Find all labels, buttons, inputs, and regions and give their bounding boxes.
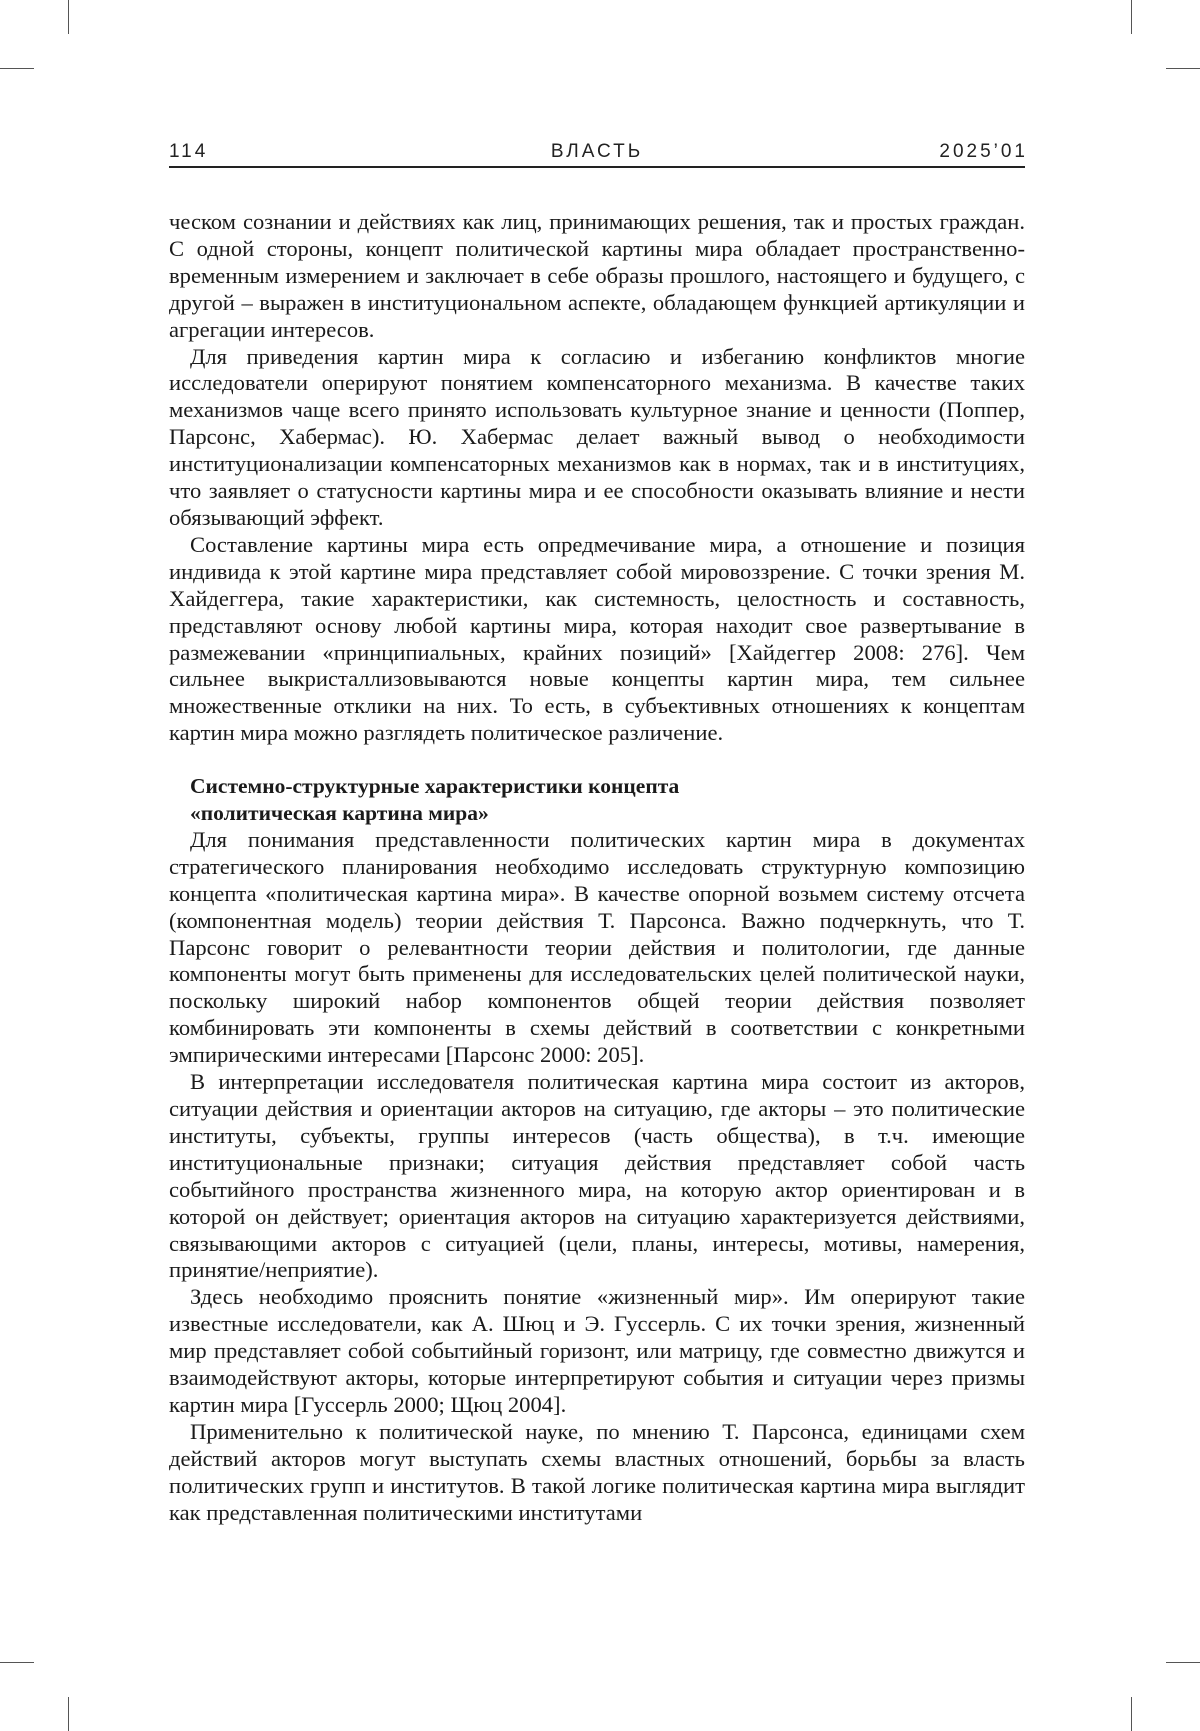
paragraph: Здесь необходимо прояснить понятие «жизненный мир». Им оперируют такие известные исследователи, как А. Шюц и Э. Гуссерль. С их точки зрения, жизненный мир представляет собой событийный горизонт, или матрицу, где совместно движутся и взаимодействуют акторы, которые интерпретируют события и ситуации через призмы картин мира [Гуссерль 2000; Щюц 2004].: [169, 1284, 1025, 1417]
section-heading-line: «политическая картина мира»: [190, 801, 489, 826]
journal-title: ВЛАСТЬ: [550, 141, 644, 162]
crop-mark: [0, 68, 34, 69]
running-header: [169, 140, 1028, 168]
paragraph: ческом сознании и действиях как лиц, принимающих решения, так и простых граждан. С одной стороны, концепт политической картины мира обладает пространственно-временным измерением и заключает в себе образы прошлого, настоящего и будущего, с другой – выражен в институциональном аспекте, обладающем функцией артикуляции и агрегации интересов.: [169, 209, 1025, 342]
paragraph: Применительно к политической науке, по мнению Т. Парсонса, единицами схем действий акторов могут выступать схемы властных отношений, борьбы за власть политических групп и институтов. В такой логике политическая картина мира выглядит как представленная политическими институтами: [169, 1418, 1025, 1525]
crop-mark: [1131, 1697, 1132, 1731]
crop-mark: [68, 0, 69, 34]
issue-number: 2025’01: [939, 141, 1028, 162]
section-heading-line: Системно-структурные характеристики концепта: [190, 774, 680, 799]
paragraph: Составление картины мира есть опредмечивание мира, а отношение и позиция индивида к этой картине мира представляет собой мировоззрение. С точки зрения М. Хайдеггера, такие характеристики, как системность, целостность и составность, представляют основу любой картины мира, которая находит свое развертывание в размежевании «принципиальных, крайних позиций» [Хайдеггер 2008: 276]. Чем сильнее выкристаллизовываются новые концепты картин мира, тем сильнее множественные отклики на них. То есть, в субъективных отношениях к концептам картин мира можно разглядеть политическое различение.: [169, 531, 1025, 746]
crop-mark: [68, 1697, 69, 1731]
article-body: [169, 209, 1025, 1527]
crop-mark: [1131, 0, 1132, 34]
crop-mark: [1166, 1662, 1200, 1663]
section-heading: [169, 773, 1025, 827]
crop-mark: [1166, 68, 1200, 69]
page-number: 114: [169, 141, 209, 162]
paragraph: Для приведения картин мира к согласию и избеганию конфликтов многие исследователи оперируют понятием компенсаторного механизма. В качестве таких механизмов чаще всего принято использовать культурное знание и ценности (Поппер, Парсонс, Хабермас). Ю. Хабермас делает важный вывод о необходимости институционализации компенсаторных механизмов как в нормах, так и в институциях, что заявляет о статусности картины мира и ее способности оказывать влияние и нести обязывающий эффект.: [169, 343, 1025, 530]
paragraph: В интерпретации исследователя политическая картина мира состоит из акторов, ситуации действия и ориентации акторов на ситуацию, где акторы – это политические институты, субъекты, группы интересов (часть общества), в т.ч. имеющие институциональные признаки; ситуация действия представляет собой часть событийного пространства жизненного мира, на которую актор ориентирован и в которой он действует; ориентация акторов на ситуацию характеризуется действиями, связывающими акторов с ситуацией (цели, планы, интересы, мотивы, намерения, принятие/неприятие).: [169, 1069, 1025, 1283]
crop-mark: [0, 1662, 34, 1663]
paragraph: Для понимания представленности политических картин мира в документах стратегического планирования необходимо исследовать структурную композицию концепта «политическая картина мира». В качестве опорной возьмем систему отсчета (компонентная модель) теории действия Т. Парсонса. Важно подчеркнуть, что Т. Парсонс говорит о релевантности теории действия и политологии, где данные компоненты могут быть применены для исследовательских целей политической науки, поскольку широкий набор компонентов общей теории действия позволяет комбинировать эти компоненты в схемы действий в соответствии с конкретными эмпирическими интересами [Парсонс 2000: 205].: [169, 826, 1025, 1068]
